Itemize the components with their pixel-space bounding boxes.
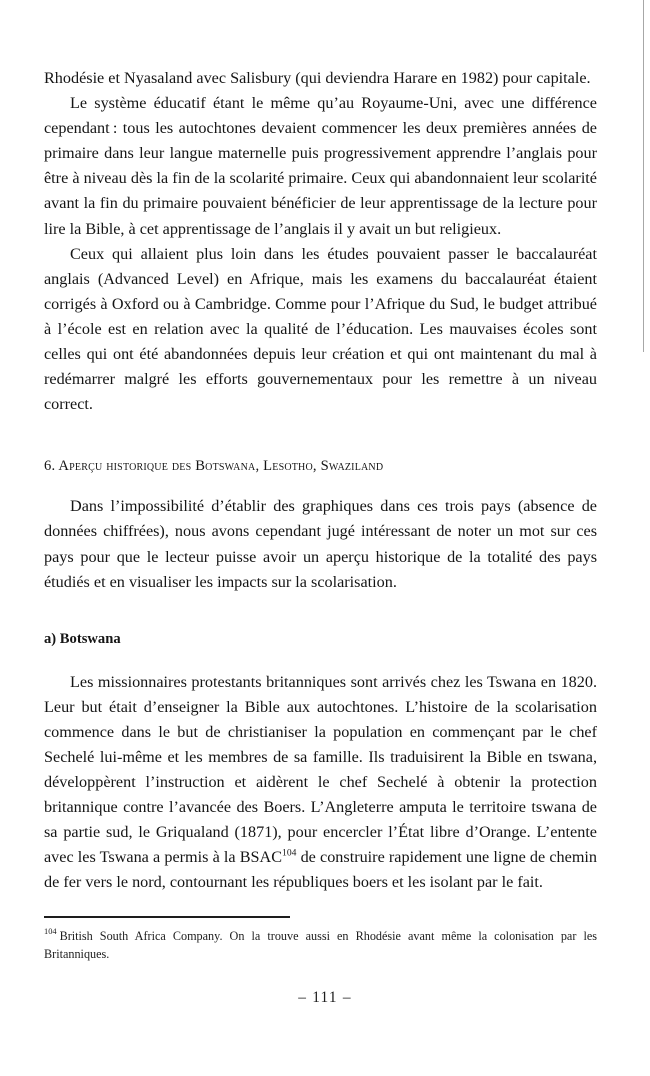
spacer xyxy=(44,477,597,494)
page-number: – 111 – xyxy=(298,989,352,1006)
scan-edge-artifact xyxy=(643,0,644,352)
paragraph-botswana-part-1: Les missionnaires protestants britanniques sont arrivés chez les Tswana en 1820. Leur but était d’enseigner la Bible aux autochtones. L’histoire de la scolarisation commence dans le but de christianiser la population en commençant par le chef Sechelé lui-même et les membres de sa famille. Ils traduisirent la Bible en tswana, développèrent l’instruction et aidèrent le chef Sechelé à obtenir la protection britannique contre l’avancée des Boers. L’Angleterre amputa le territoire tswana de sa partie sud, le Griqualand (1871), pour encercler l’État libre d’Orange. L’entente avec les Tswana a permis à la xyxy=(44,672,597,867)
section-heading-number: 6. xyxy=(44,458,56,475)
paragraph-systeme-educatif: Le système éducatif étant le même qu’au Royaume-Uni, avec une différence cependant : tous les autochtones devaient commencer les deux premières années de primaire dans leur langue maternelle puis progressivement apprendre l’anglais pour être à niveau dès la fin de la scolarité primaire. Ceux qui abandonnaient leur scolarité avant la fin du primaire pouvaient bénéficier de leur apprentissage de la lecture pour lire la Bible, à cet apprentissage de l’anglais il y avait un but religieux. xyxy=(44,94,597,238)
subheading-botswana: a) Botswana xyxy=(44,630,121,647)
footnote-text: British South Africa Company. On la trouve aussi en Rhodésie avant même la colonisation par les Britanniques. xyxy=(44,928,597,961)
section-heading xyxy=(44,417,597,477)
footnote-number: 104 xyxy=(44,927,57,937)
footnote-entry xyxy=(44,927,597,964)
section-heading-title: Aperçu historique des Botswana, Lesotho, Swaziland xyxy=(58,458,384,475)
page-text-column xyxy=(44,66,597,896)
footnote-separator-rule xyxy=(44,916,290,918)
spacer xyxy=(44,650,597,670)
paragraph-baccalaureat: Ceux qui allaient plus loin dans les études pouvaient passer le baccalauréat anglais (Advanced Level) en Afrique, mais les examens du baccalauréat étaient corrigés à Oxford ou à Cambridge. Comme pour l’Afrique du Sud, le budget attribué à l’école est en relation avec la qualité de l’éducation. Les mauvaises écoles sont celles qui ont été abandonnées depuis leur création et qui ont maintenant du mal à redémarrer malgré les efforts gouvernementaux pour les remettre à un niveau correct. xyxy=(44,244,597,414)
paragraph-rhodesie: Rhodésie et Nyasaland avec Salisbury (qui deviendra Harare en 1982) pour capitale. xyxy=(44,69,591,87)
paragraph-botswana xyxy=(44,670,597,896)
paragraph-botswana-part-2: de construire rapidement une ligne de chemin de fer vers le nord, contournant les républiques boers et les isolant par le fait. xyxy=(44,848,598,892)
paragraph-section-intro: Dans l’impossibilité d’établir des graphiques dans ces trois pays (absence de données chiffrées), nous avons cependant jugé intéressant de noter un mot sur ces pays pour que le lecteur puisse avoir un aperçu historique de la totalité des pays étudiés et en visualiser les impacts sur la scolarisation. xyxy=(44,497,597,591)
footnote-area xyxy=(44,916,597,963)
footnote-reference-marker: 104 xyxy=(282,847,297,859)
acronym-bsac: BSAC xyxy=(239,848,283,867)
